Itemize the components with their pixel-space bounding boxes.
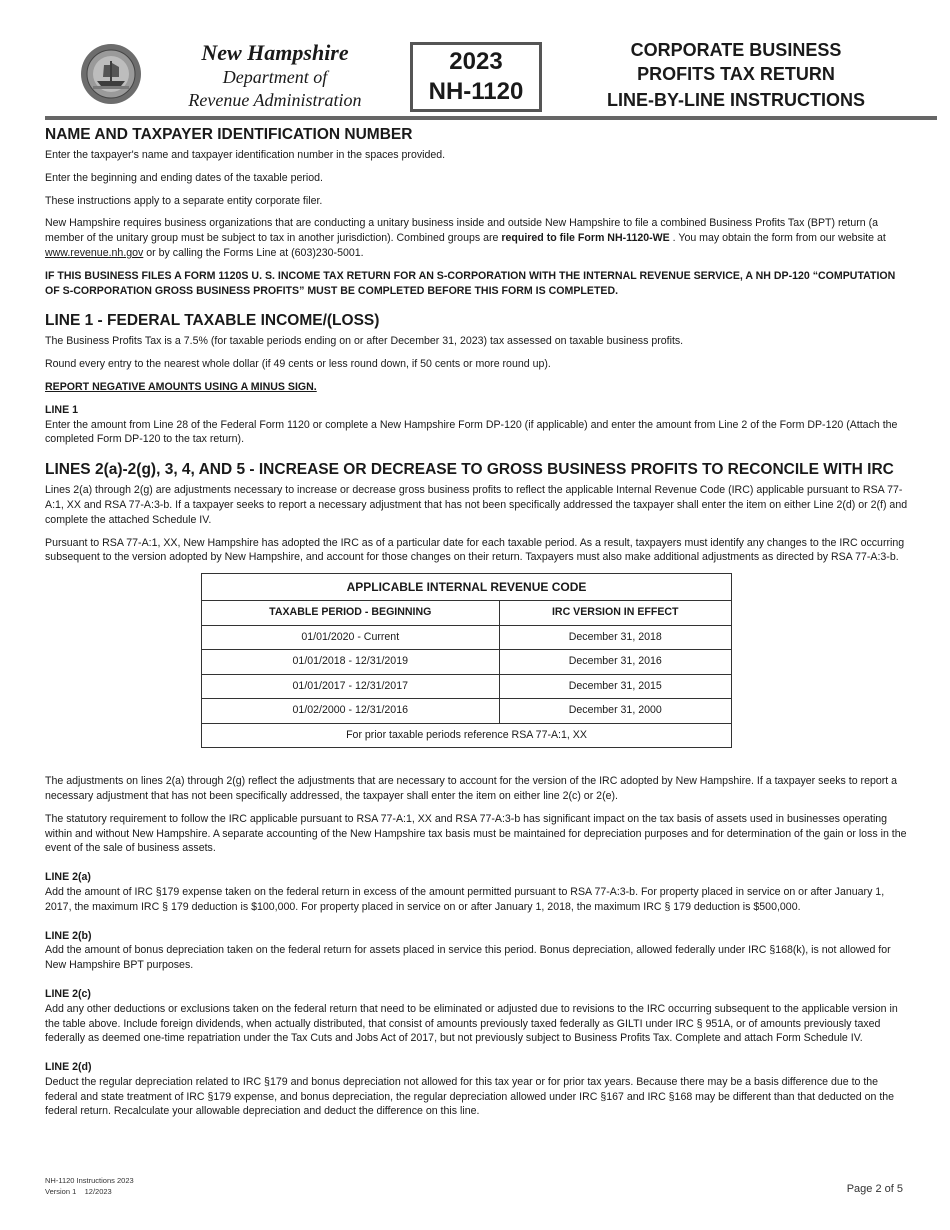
paragraph: The adjustments on lines 2(a) through 2(g) reflect the adjustments that are necessary to account for the version of the IRC adopted by New Hampshire. If a taxpayer seeks to report a necessary adjustment that has not been specifically addressed, the taxpayer shall enter the item on either line 2(c) or 2(e). [45,775,898,802]
table-cell: 01/02/2000 - 12/31/2016 [202,699,500,724]
department-line-1: Department of [222,67,328,87]
header-divider [45,116,937,120]
section-heading-lines-2-5: LINES 2(a)-2(g), 3, 4, AND 5 - INCREASE OR DECREASE TO GROSS BUSINESS PROFITS TO RECONCILE WITH IRC [45,461,894,479]
paragraph: Deduct the regular depreciation related to IRC §179 and bonus depreciation not allowed for this tax year or for prior tax years. Because there may be a basis difference due to the federal and state treatment of IRC §179 expense, and bonus depreciation, the regular depreciation allowed under IRC §167 and IRC §168 may be different than that deducted on the federal return. Recalculate your allowable depreciation and deduct the difference on this line. [45,1075,895,1118]
table-row [202,650,732,675]
paragraph: The statutory requirement to follow the IRC applicable pursuant to RSA 77-A:1, XX and RSA 77-A:3-b has significant impact on the tax basis of assets used in businesses operating within and without New Hampshire. A separate accounting of the New Hampshire tax basis must be maintained for depreciation purposes and for determination of the gain or loss in the event of the sale of business assets. [45,812,907,855]
state-name: New Hampshire [201,40,349,65]
footer-doc-info [45,1175,134,1197]
form-number: NH-1120 [428,78,524,105]
line-label: LINE 2(a) [45,871,91,884]
section-heading-line1: LINE 1 - FEDERAL TAXABLE INCOME/(LOSS) [45,312,380,330]
text: . You may obtain the form from our website at [669,232,886,245]
paragraph: These instructions apply to a separate entity corporate filer. [45,194,323,207]
table-cell: December 31, 2016 [499,650,731,675]
state-seal-icon [80,43,142,105]
text: or by calling the Forms Line at (603)230-5001. [143,246,364,259]
title-line-1: CORPORATE BUSINESS [630,40,842,60]
irc-table [201,573,732,748]
paragraph: Pursuant to RSA 77-A:1, XX, New Hampshire has adopted the IRC as of a particular date for each taxable period. As a result, taxpayers must identify any changes to the IRC occurring subsequent to the version adopted by New Hampshire, and account for those changes on their return. Taxpayers must also make additional adjustments as directed by RSA 77-A:3-b. [45,536,905,564]
website-link[interactable]: www.revenue.nh.gov [45,246,144,259]
paragraph-combined-filing [45,216,910,260]
paragraph: Enter the taxpayer's name and taxpayer identification number in the spaces provided. [45,149,446,161]
table-cell: December 31, 2000 [499,699,731,724]
required-form-text: required to file Form NH-1120-WE [501,232,670,245]
table-row [202,699,732,724]
table-row [202,674,732,699]
paragraph: Add the amount of IRC §179 expense taken on the federal return in excess of the amount permitted pursuant to RSA 77-A:3-b. For property placed in service on or after January 1, 2017, the maximum IRC § 179 deduction is $100,000. For property placed in service on or after January 1, 2018, the maximum IRC § 179 deduction is $500,000. [45,885,885,913]
column-header: TAXABLE PERIOD - BEGINNING [202,601,500,626]
column-header: IRC VERSION IN EFFECT [499,601,731,626]
table-cell: 01/01/2017 - 12/31/2017 [202,674,500,699]
agency-name [155,40,395,112]
table-cell: 01/01/2020 - Current [202,625,500,650]
footer-version: Version 1 12/2023 [45,1187,112,1196]
line-label: LINE 2(d) [45,1061,92,1074]
paragraph: Lines 2(a) through 2(g) are adjustments necessary to increase or decrease gross business profits to reflect the applicable Internal Revenue Code (IRC) applicable pursuant to RSA 77-A:1, XX and RSA 77-A:3-b. If a taxpayer seeks to report a necessary adjustment that has not been specifically addressed the taxpayer shall enter the item on either Line 2(d) or 2(f) and complete the attached Schedule IV. [45,484,908,526]
table-cell: December 31, 2015 [499,674,731,699]
paragraph: The Business Profits Tax is a 7.5% (for taxable periods ending on or after December 31, 2023) tax assessed on taxable business profits. [45,335,684,348]
line-label: LINE 2(b) [45,929,92,942]
instructions-body [45,126,910,1127]
text: New Hampshire requires business organizations that are conducting a unitary business inside and outside New Hampshire to file a combined Business Profits Tax (BPT) return (a member of the unitary group must be subject to tax in another jurisdiction). Combined groups are [45,217,879,245]
s-corporation-notice: IF THIS BUSINESS FILES A FORM 1120S U. S. INCOME TAX RETURN FOR AN S-CORPORATION WITH THE INTERNAL REVENUE SERVICE, A NH DP-120 “COMPUTATION OF S-CORPORATION GROSS BUSINESS PROFITS” MUST BE COMPLETED BEFORE THIS FORM IS COMPLETED. [45,269,896,297]
line-label: LINE 1 [45,403,78,416]
form-year: 2023 [449,48,503,75]
table-cell: December 31, 2018 [499,625,731,650]
form-id-box [410,42,542,112]
paragraph: Enter the amount from Line 28 of the Federal Form 1120 or complete a New Hampshire Form DP-120 (if applicable) and enter the amount from Line 2 of the Form DP-120 (Attach the completed Form DP-120 to the tax return). [45,418,898,446]
section-heading-name-tin: NAME AND TAXPAYER IDENTIFICATION NUMBER [45,126,413,143]
department-line-2: Revenue Administration [188,90,362,110]
table-footer: For prior taxable periods reference RSA 77-A:1, XX [202,723,732,748]
title-line-3: LINE-BY-LINE INSTRUCTIONS [606,90,865,110]
document-title [565,38,907,114]
line-label: LINE 2(c) [45,987,91,1000]
paragraph: Round every entry to the nearest whole dollar (if 49 cents or less round down, if 50 cents or more round up). [45,358,551,371]
page-header [45,38,907,118]
table-cell: 01/01/2018 - 12/31/2019 [202,650,500,675]
paragraph: Add any other deductions or exclusions taken on the federal return that need to be eliminated or adjusted due to revisions to the IRC occurring subsequent to the applicable version in the table above. Include foreign dividends, when actually distributed, that consist of amounts previously taxed federally as GILTI under IRC § 951A, or of amounts previously taxed federally as deemed one-time repatriation under the Tax Cuts and Jobs Act of 2017, but not previously subject to Business Profits Tax. Complete and attach Form Schedule IV. [45,1002,898,1045]
table-caption: APPLICABLE INTERNAL REVENUE CODE [202,574,732,601]
negative-amounts-notice: REPORT NEGATIVE AMOUNTS USING A MINUS SIGN. [45,380,317,393]
paragraph: Add the amount of bonus depreciation taken on the federal return for assets placed in service this period. Bonus depreciation, allowed federally under IRC §168(k), is not allowed for New Hampshire BPT purposes. [45,944,891,972]
title-line-2: PROFITS TAX RETURN [637,64,835,84]
paragraph: Enter the beginning and ending dates of the taxable period. [45,171,324,184]
page-number: Page 2 of 5 [846,1183,903,1195]
footer-doc-name: NH-1120 Instructions 2023 [45,1176,134,1185]
table-row [202,625,732,650]
